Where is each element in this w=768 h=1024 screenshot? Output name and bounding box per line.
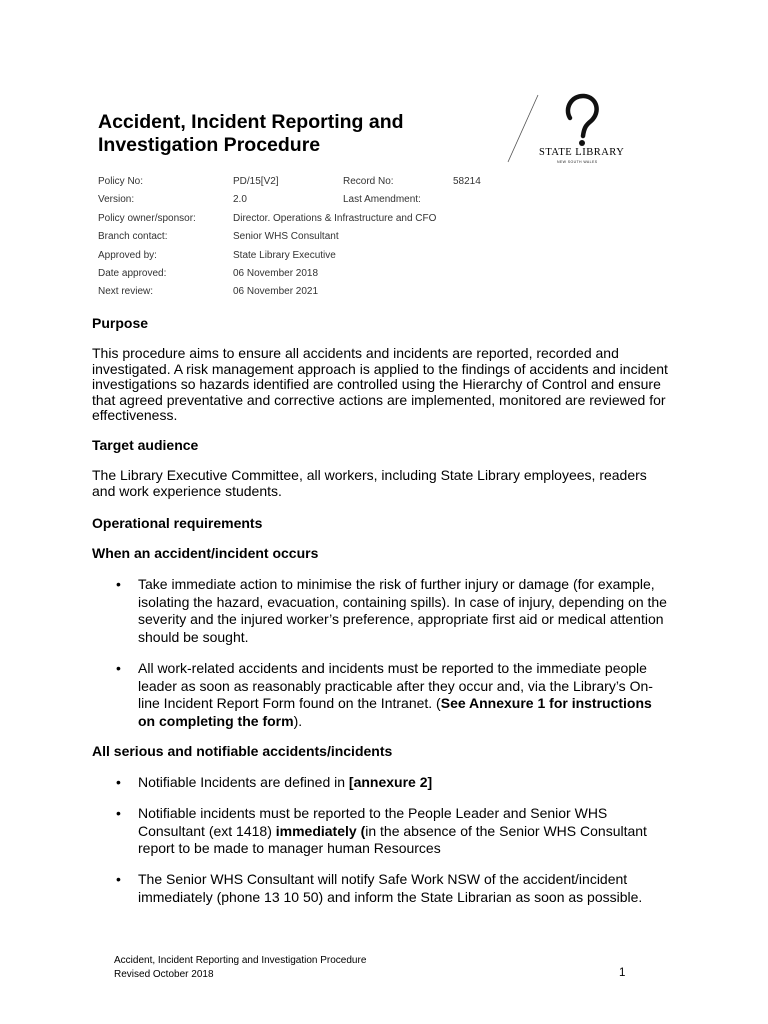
metadata-row: [98, 213, 518, 231]
metadata-label: Policy owner/sponsor:: [98, 212, 196, 224]
bullet-icon: •: [116, 774, 121, 790]
footer-revision-date: Revised October 2018: [114, 968, 214, 980]
bullet-icon: •: [116, 805, 121, 821]
target-audience-text: The Library Executive Committee, all workers, including State Library employees, readers and work experience students.: [92, 467, 647, 499]
metadata-row: [98, 176, 518, 194]
title-line-2: Investigation Procedure: [98, 134, 321, 156]
footer-document-title: Accident, Incident Reporting and Investigation Procedure: [114, 955, 367, 966]
bullet-icon: •: [116, 576, 121, 592]
state-library-logo: [500, 90, 650, 170]
metadata-label: Date approved:: [98, 267, 167, 279]
metadata-label: Version:: [98, 194, 135, 206]
bullet-icon: •: [116, 660, 121, 676]
purpose-heading: Purpose: [92, 315, 149, 331]
list-item-text-part: ).: [293, 712, 303, 729]
page-footer: [114, 954, 366, 981]
page-number: 1: [619, 967, 626, 979]
list-item-text: Take immediate action to minimise the risk of further injury or damage (for example, isolating the hazard, evacuation, containing spills). In case of injury, depending on the severity and the injured worker’s preference, appropriate first aid or medical attention should be sought.: [138, 576, 667, 645]
annexure-2-reference: [annexure 2]: [348, 774, 433, 790]
metadata-row: [98, 194, 518, 212]
metadata-row: [98, 268, 518, 286]
metadata-value: Senior WHS Consultant: [233, 231, 339, 243]
metadata-value: 06 November 2018: [233, 267, 319, 279]
metadata-label: Approved by:: [98, 249, 157, 261]
list-item-text-part: in the absence of the Senior WHS Consultant report to be made to manager human Resources: [138, 822, 647, 856]
metadata-label: Record No:: [343, 176, 394, 187]
operational-requirements-heading: Operational requirements: [92, 515, 263, 531]
target-audience-heading: Target audience: [92, 437, 199, 453]
metadata-value: State Library Executive: [233, 249, 336, 261]
metadata-label: Next review:: [98, 286, 154, 298]
bullet-icon: •: [116, 871, 121, 887]
logo-wordmark: STATE LIBRARY: [539, 147, 625, 158]
metadata-value: 58214: [453, 176, 481, 187]
list-item-text-part: Notifiable incidents must be reported to the People Leader and Senior WHS Consultant (ext 1418): [138, 805, 608, 839]
list-item-text-part: All work-related accidents and incidents must be reported to the immediate people leader as soon as reasonably practicable after they occur and, via the Library’s On-line Incident Report Form found on the Intranet. (: [138, 660, 653, 711]
list-item-text-part: Notifiable Incidents are defined in: [138, 774, 349, 790]
metadata-label: Branch contact:: [98, 231, 168, 243]
metadata-value: Director. Operations & Infrastructure and CFO: [233, 212, 437, 224]
metadata-label: Policy No:: [98, 176, 144, 187]
document-title: [98, 111, 478, 157]
metadata-value: 06 November 2021: [233, 286, 319, 298]
policy-metadata-table: [98, 176, 518, 305]
logo-subtitle: NEW SOUTH WALES: [557, 160, 598, 164]
metadata-row: [98, 231, 518, 249]
metadata-value: PD/15[V2]: [233, 176, 279, 187]
list-item-text: [138, 805, 668, 858]
immediately-emphasis: immediately (: [275, 822, 366, 839]
list-item-text: [138, 774, 668, 792]
purpose-text: This procedure aims to ensure all accidents and incidents are reported, recorded and investigated. A risk management approach is applied to the findings of accidents and incident investigations so hazards identified are controlled using the Hierarchy of Control and ensure that agreed preventative and corrective actions are implemented, monitored are reviewed for effectiveness.: [92, 345, 668, 423]
serious-incidents-heading: All serious and notifiable accidents/incidents: [92, 743, 393, 759]
metadata-row: [98, 250, 518, 268]
list-item-text: The Senior WHS Consultant will notify Safe Work NSW of the accident/incident immediately (phone 13 10 50) and inform the State Librarian as soon as possible.: [138, 871, 643, 905]
metadata-row: [98, 286, 518, 304]
annexure-1-reference: See Annexure 1 for instructions on completing the form: [138, 695, 652, 729]
metadata-value: 2.0: [233, 194, 247, 206]
list-item-text: [138, 660, 668, 730]
metadata-label: Last Amendment:: [343, 194, 421, 206]
title-line-1: Accident, Incident Reporting and: [98, 111, 404, 133]
incident-occurs-heading: When an accident/incident occurs: [92, 545, 319, 561]
